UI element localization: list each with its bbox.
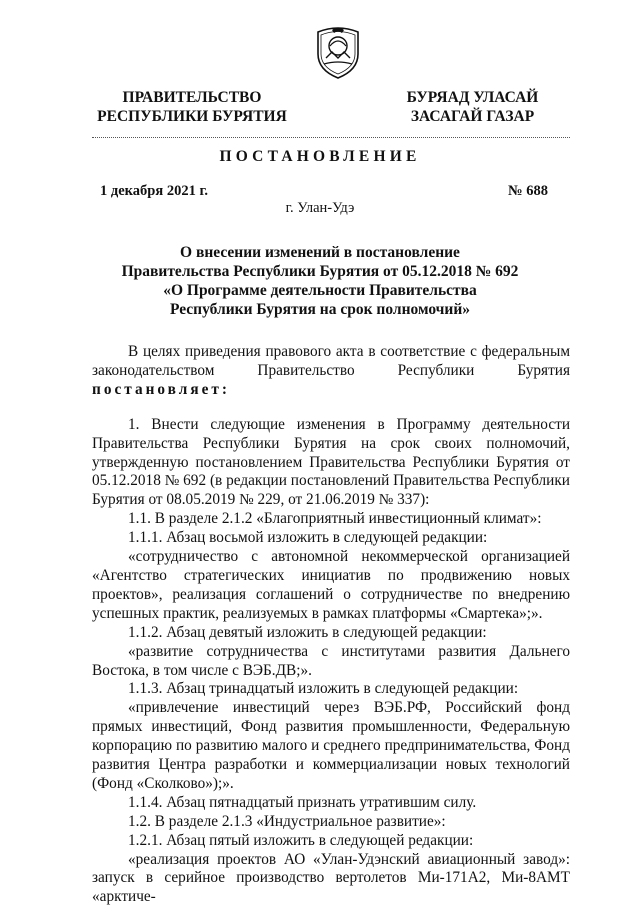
preamble-paragraph xyxy=(92,343,570,400)
subject-line3: «О Программе деятельности Правительства xyxy=(163,282,477,299)
header-right-line2: ЗАСАГАЙ ГАЗАР xyxy=(410,108,535,125)
subject-line1: О внесении изменений в постановление xyxy=(180,244,460,261)
preamble-text: В целях приведения правового акта в соответствие с федеральным законодательством Правительство Республики Бурятия xyxy=(92,343,570,379)
paragraph-quote-4: «реализация проектов АО «Улан-Удэнский авиационный завод»: запуск в серийное производство вертолетов Ми-171А2, Ми-8АМТ «арктиче- xyxy=(92,850,570,906)
paragraph-quote-3: «привлечение инвестиций через ВЭБ.РФ, Российский фонд прямых инвестиций, Фонд развития промышленности, Федеральную корпорацию по развитию малого и среднего предпринимательства, Фонд развития Центра разработки и коммерциализации новых технологий (Фонд «Сколково»);». xyxy=(92,699,570,792)
paragraph-1: 1. Внести следующие изменения в Программу деятельности Правительства Республики Бурятия на срок своих полномочий, утвержденную постановлением Правительства Республики Бурятия от 05.12.2018 № 692 (в редакции постановлений Правительства Республики Бурятия от 08.05.2019 № 229, от 21.06.2019 № 337): xyxy=(92,415,570,509)
document-body xyxy=(92,343,570,907)
document-subject xyxy=(0,243,640,319)
subject-line2: Правительства Республики Бурятия от 05.12.2018 № 692 xyxy=(121,263,519,280)
document-city: г. Улан-Удэ xyxy=(285,200,355,216)
paragraph-1-1-3: 1.1.3. Абзац тринадцатый изложить в следующей редакции: xyxy=(128,680,519,698)
government-name-buryat xyxy=(385,88,560,126)
resolves-word: постановляет: xyxy=(92,380,230,398)
paragraph-1-1: 1.1. В разделе 2.1.2 «Благоприятный инвестиционный климат»: xyxy=(128,510,542,528)
document-date: 1 декабря 2021 г. xyxy=(100,183,209,199)
document-number: № 688 xyxy=(508,183,548,199)
paragraph-1-1-2: 1.1.2. Абзац девятый изложить в следующей редакции: xyxy=(128,623,487,641)
government-name-russian xyxy=(92,88,292,126)
header-divider xyxy=(92,137,570,138)
coat-of-arms-emblem xyxy=(312,22,364,80)
paragraph-1-2-1: 1.2.1. Абзац пятый изложить в следующей редакции: xyxy=(128,831,474,849)
header-right-line1: БУРЯАД УЛАСАЙ xyxy=(406,89,539,106)
header-left-line1: ПРАВИТЕЛЬСТВО xyxy=(122,89,262,106)
subject-line4: Республики Бурятия на срок полномочий» xyxy=(169,301,471,318)
paragraph-1-1-4: 1.1.4. Абзац пятнадцатый признать утратившим силу. xyxy=(128,793,477,811)
paragraph-quote-1: «сотрудничество с автономной некоммерческой организацией «Агентство стратегических инициатив по продвижению новых проектов», реализация соглашений о сотрудничестве по внедрению успешных практик, реализуемых в рамках платформы «Смартека»;». xyxy=(92,548,570,622)
paragraph-1-2: 1.2. В разделе 2.1.3 «Индустриальное развитие»: xyxy=(128,812,446,830)
paragraph-quote-2: «развитие сотрудничества с институтами развития Дальнего Востока, в том числе с ВЭБ.ДВ;». xyxy=(92,642,570,679)
document-type-title: ПОСТАНОВЛЕНИЕ xyxy=(219,148,421,165)
header-left-line2: РЕСПУБЛИКИ БУРЯТИЯ xyxy=(97,108,287,125)
paragraph-1-1-1: 1.1.1. Абзац восьмой изложить в следующей редакции: xyxy=(128,529,488,547)
